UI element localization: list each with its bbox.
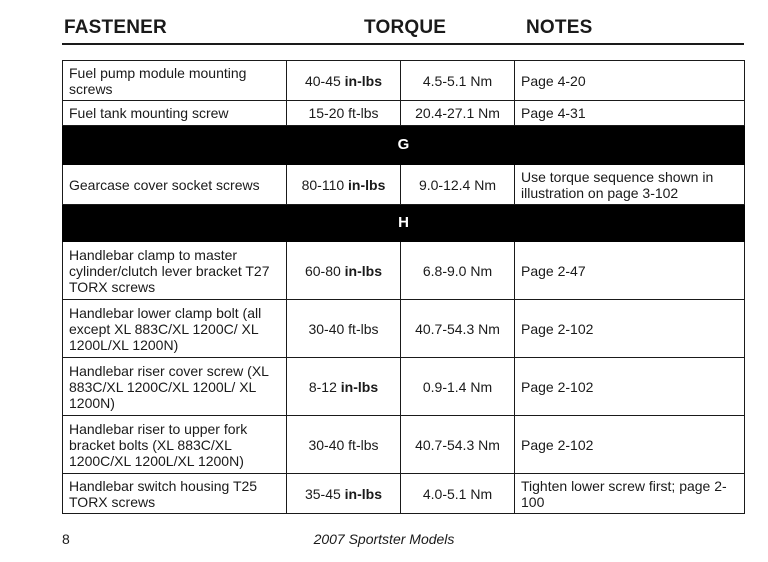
metric-torque-cell: 20.4-27.1 Nm bbox=[401, 101, 515, 126]
torque-column-heading: TORQUE bbox=[364, 17, 447, 38]
torque-cell bbox=[287, 474, 401, 514]
fastener-cell: Fuel tank mounting screw bbox=[63, 101, 287, 126]
fastener-cell: Handlebar switch housing T25 TORX screws bbox=[63, 474, 287, 514]
torque-unit: ft-lbs bbox=[348, 320, 379, 337]
table-row bbox=[63, 61, 745, 101]
notes-cell: Use torque sequence shown in illustration on page 3-102 bbox=[515, 165, 745, 205]
torque-cell bbox=[287, 101, 401, 126]
torque-value: 40-45 bbox=[304, 72, 341, 89]
notes-column-heading: NOTES bbox=[526, 17, 593, 38]
fastener-cell: Handlebar riser cover screw (XL 883C/XL 1200C/XL 1200L/ XL 1200N) bbox=[63, 358, 287, 416]
metric-torque-cell: 0.9-1.4 Nm bbox=[401, 358, 515, 416]
torque-cell bbox=[287, 300, 401, 358]
torque-value: 80-110 bbox=[301, 176, 345, 193]
notes-cell: Page 4-31 bbox=[515, 101, 745, 126]
fastener-cell: Handlebar clamp to master cylinder/clutch lever bracket T27 TORX screws bbox=[63, 242, 287, 300]
metric-torque-cell: 4.0-5.1 Nm bbox=[401, 474, 515, 514]
notes-cell: Page 2-102 bbox=[515, 300, 745, 358]
notes-cell: Page 2-102 bbox=[515, 358, 745, 416]
torque-unit: in-lbs bbox=[340, 378, 379, 395]
metric-torque-cell: 9.0-12.4 Nm bbox=[401, 165, 515, 205]
notes-cell: Page 2-102 bbox=[515, 416, 745, 474]
torque-unit: ft-lbs bbox=[348, 105, 379, 121]
metric-torque-cell: 40.7-54.3 Nm bbox=[401, 416, 515, 474]
torque-table bbox=[62, 60, 745, 514]
torque-unit: in-lbs bbox=[344, 262, 383, 279]
section-letter: G bbox=[63, 126, 745, 165]
section-divider-row bbox=[63, 126, 745, 165]
torque-cell bbox=[287, 242, 401, 300]
section-divider-row bbox=[63, 205, 745, 242]
notes-cell: Page 4-20 bbox=[515, 61, 745, 101]
torque-value: 30-40 bbox=[308, 320, 345, 337]
page-number: 8 bbox=[62, 531, 70, 547]
fastener-cell: Fuel pump module mounting screws bbox=[63, 61, 287, 101]
notes-cell: Page 2-47 bbox=[515, 242, 745, 300]
metric-torque-cell: 4.5-5.1 Nm bbox=[401, 61, 515, 101]
torque-value: 15-20 bbox=[308, 105, 345, 121]
fastener-cell: Handlebar riser to upper fork bracket bolts (XL 883C/XL 1200C/XL 1200L/XL 1200N) bbox=[63, 416, 287, 474]
torque-value: 60-80 bbox=[304, 262, 341, 279]
torque-cell bbox=[287, 358, 401, 416]
torque-cell bbox=[287, 165, 401, 205]
table-row bbox=[63, 300, 745, 358]
torque-unit: in-lbs bbox=[344, 72, 383, 89]
table-row bbox=[63, 416, 745, 474]
table-row bbox=[63, 358, 745, 416]
torque-cell bbox=[287, 61, 401, 101]
torque-value: 8-12 bbox=[308, 378, 337, 395]
table-row bbox=[63, 474, 745, 514]
notes-cell: Tighten lower screw first; page 2-100 bbox=[515, 474, 745, 514]
torque-unit: ft-lbs bbox=[348, 436, 379, 453]
metric-torque-cell: 6.8-9.0 Nm bbox=[401, 242, 515, 300]
fastener-column-heading: FASTENER bbox=[64, 17, 167, 38]
fastener-cell: Gearcase cover socket screws bbox=[63, 165, 287, 205]
footer-title: 2007 Sportster Models bbox=[313, 531, 455, 547]
torque-unit: in-lbs bbox=[344, 485, 383, 502]
torque-value: 35-45 bbox=[304, 485, 341, 502]
torque-cell bbox=[287, 416, 401, 474]
table-row bbox=[63, 242, 745, 300]
metric-torque-cell: 40.7-54.3 Nm bbox=[401, 300, 515, 358]
fastener-cell: Handlebar lower clamp bolt (all except XL 883C/XL 1200C/ XL 1200L/XL 1200N) bbox=[63, 300, 287, 358]
table-header bbox=[62, 15, 744, 45]
table-row bbox=[63, 165, 745, 205]
table-row bbox=[63, 101, 745, 126]
section-letter: H bbox=[63, 205, 745, 242]
torque-unit: in-lbs bbox=[348, 176, 386, 193]
torque-value: 30-40 bbox=[308, 436, 345, 453]
